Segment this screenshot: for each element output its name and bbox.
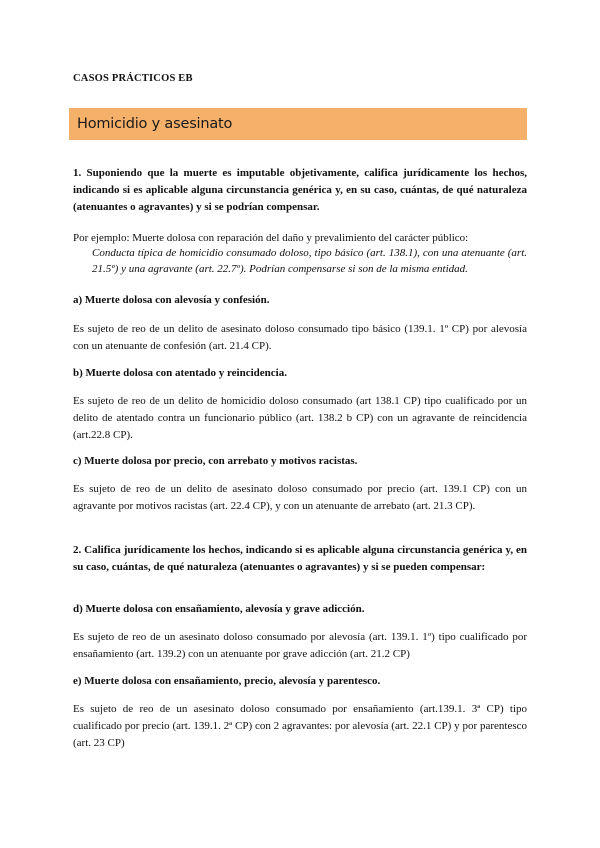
document-title: CASOS PRÁCTICOS EB <box>73 73 193 84</box>
case-b-title: b) Muerte dolosa con atentado y reincidencia. <box>73 367 287 379</box>
case-d-text: Es sujeto de reo de un asesinato doloso consumado por alevosía (art. 139.1. 1º) tipo cualificado por ensañamiento (art. 139.2) con un atenuante por grave adicción (art. 21.2 CP) <box>73 631 527 660</box>
case-b-text: Es sujeto de reo de un delito de homicidio doloso consumado (art 138.1 CP) tipo cualificado por un delito de atentado contra un funcionario público (art. 138.2 b CP) con un agravante de reincidencia (art.22.8 CP). <box>73 395 527 441</box>
question-1: 1. Suponiendo que la muerte es imputable objetivamente, califica jurídicamente los hechos, indicando si es aplicable alguna circunstancia genérica y, en su caso, cuántas, de qué naturaleza (atenuantes o agravantes) y si se podrían compensar. <box>73 167 527 213</box>
case-e-title: e) Muerte dolosa con ensañamiento, precio, alevosía y parentesco. <box>73 675 381 687</box>
example-intro: Por ejemplo: Muerte dolosa con reparación del daño y prevalimiento del carácter público: <box>73 232 469 244</box>
case-d-title: d) Muerte dolosa con ensañamiento, alevosía y grave adicción. <box>73 603 365 615</box>
section-title: Homicidio y asesinato <box>77 116 233 132</box>
example-analysis: Conducta típica de homicidio consumado doloso, tipo básico (art. 138.1), con una atenuante (art. 21.5º) y una agravante (art. 22.7º). Podrían compensarse si son de la misma entidad. <box>92 247 527 275</box>
case-e-text: Es sujeto de reo de un asesinato doloso consumado por ensañamiento (art.139.1. 3ª CP) tipo cualificado por precio (art. 139.1. 2ª CP) con 2 agravantes: por alevosía (art. 22.1 CP) y por parentesco (art. 23 CP) <box>73 703 527 749</box>
question-2: 2. Califica jurídicamente los hechos, indicando si es aplicable alguna circunstancia genérica y, en su caso, cuántas, de qué naturaleza (atenuantes o agravantes) y si se pueden compensar: <box>73 544 527 573</box>
case-c-title: c) Muerte dolosa por precio, con arrebato y motivos racistas. <box>73 455 358 467</box>
case-a-text: Es sujeto de reo de un delito de asesinato doloso consumado tipo básico (139.1. 1º CP) por alevosía con un atenuante de confesión (art. 21.4 CP). <box>73 323 527 352</box>
case-a-title: a) Muerte dolosa con alevosía y confesión. <box>73 294 270 306</box>
case-c-text: Es sujeto de reo de un delito de asesinato doloso consumado por precio (art. 139.1 CP) con un agravante por motivos racistas (art. 22.4 CP), y con un atenuante de arrebato (art. 21.3 CP). <box>73 483 527 512</box>
